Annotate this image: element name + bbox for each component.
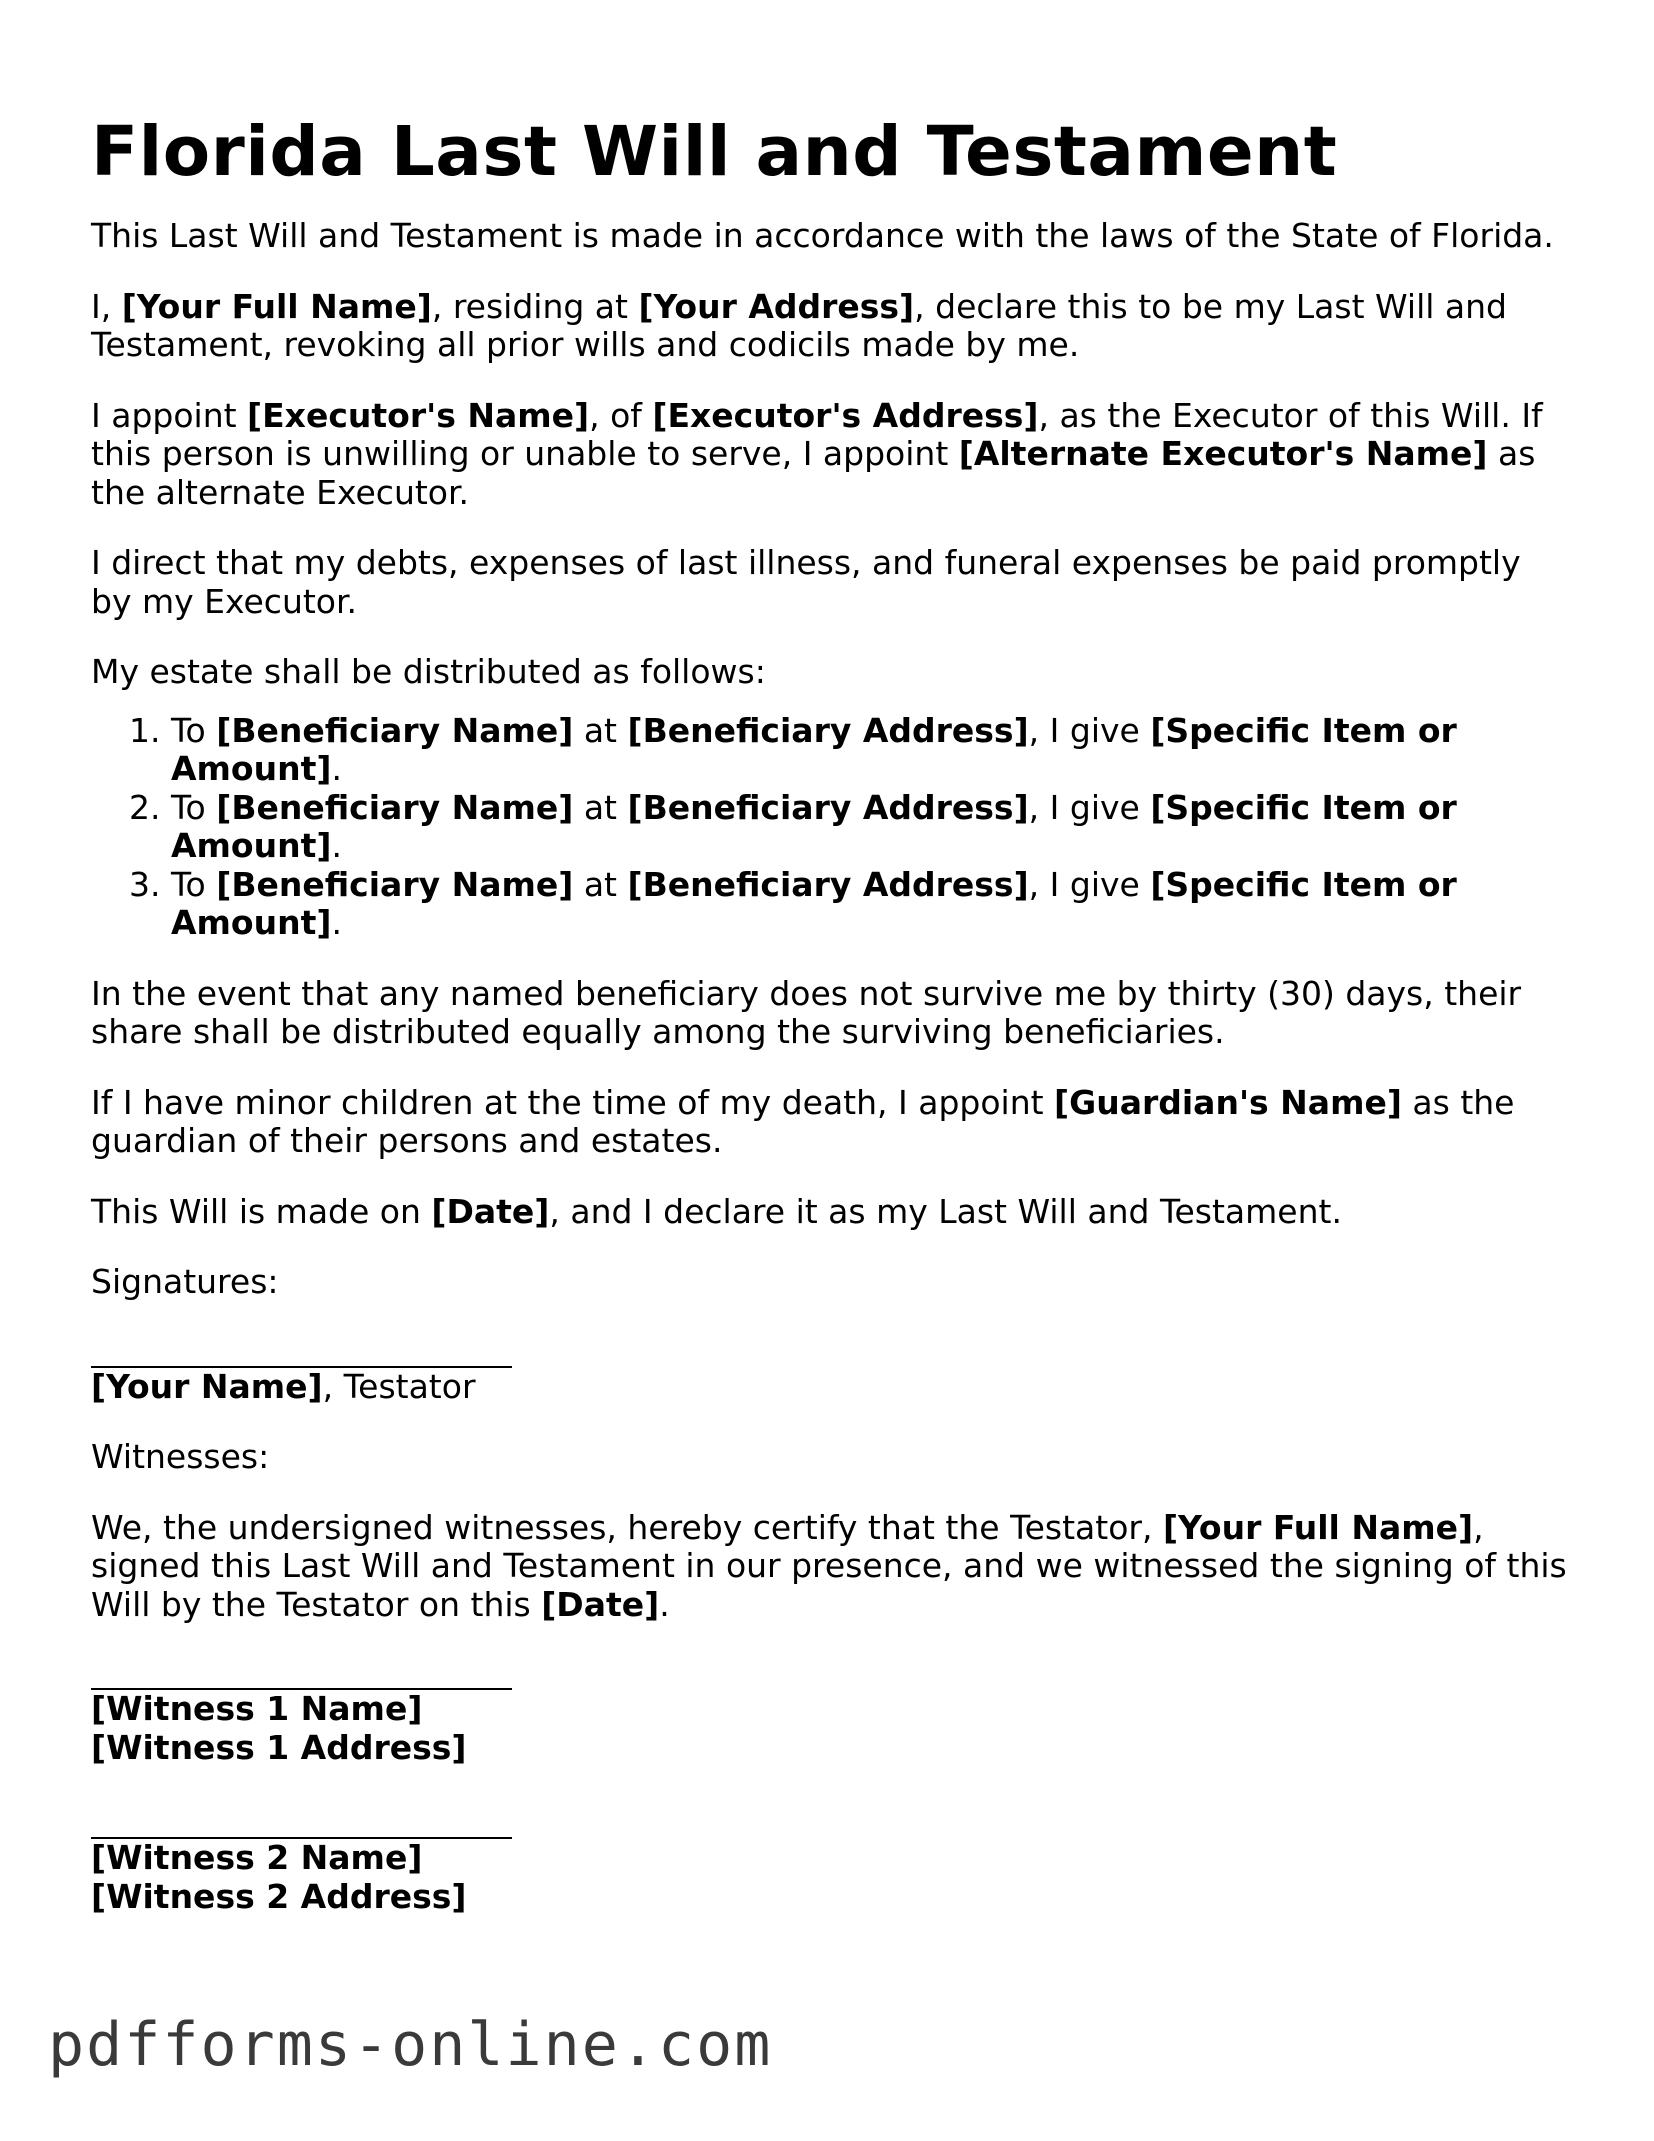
witnesses-label: Witnesses:	[91, 1437, 270, 1476]
executor-name-placeholder: [Executor's Name]	[247, 395, 590, 435]
witness-date-placeholder: [Date]	[541, 1584, 660, 1624]
witness-1-address: [Witness 1 Address]	[91, 1727, 467, 1767]
bequest-item: 3. To [Beneficiary Name] at [Beneficiary Address], I give [Specific Item or Amount].	[171, 866, 1571, 943]
bequest-item: 1. To [Beneficiary Name] at [Beneficiary Address], I give [Specific Item or Amount].	[171, 712, 1571, 789]
testator-name-placeholder: [Your Name]	[91, 1366, 323, 1406]
witness-2-name: [Witness 2 Name]	[91, 1838, 423, 1877]
testator-signature-block	[91, 1328, 1571, 1407]
signatures-label: Signatures:	[91, 1262, 279, 1301]
distribution-intro: My estate shall be distributed as follows:	[91, 652, 766, 691]
beneficiary-name-placeholder: [Beneficiary Name]	[216, 787, 574, 827]
survival-paragraph: In the event that any named beneficiary does not survive me by thirty (30) days, their share shall be distributed equally among the surviving beneficiaries.	[91, 973, 1522, 1051]
testator-signature-line[interactable]	[91, 1328, 512, 1368]
executor-paragraph: I appoint [Executor's Name], of [Executor's Address], as the Executor of this Will. If this person is unwilling or unable to serve, I appoint [Alternate Executor's Name] as the alternate Executor.	[91, 395, 1543, 512]
specific-item-placeholder: [Specific Item or Amount]	[171, 864, 1457, 942]
date-paragraph: This Will is made on [Date], and I declare it as my Last Will and Testament.	[91, 1191, 1342, 1231]
intro-paragraph: This Last Will and Testament is made in accordance with the laws of the State of Florida.	[91, 216, 1554, 255]
site-watermark: pdfforms-online.com	[48, 2010, 773, 2080]
beneficiary-address-placeholder: [Beneficiary Address]	[627, 864, 1029, 904]
witness-1-signature-block	[91, 1650, 1571, 1767]
testator-full-name-placeholder: [Your Full Name]	[121, 286, 432, 326]
witness-1-name: [Witness 1 Name]	[91, 1689, 423, 1728]
alternate-executor-placeholder: [Alternate Executor's Name]	[958, 434, 1488, 473]
bequest-item: 2. To [Beneficiary Name] at [Beneficiary Address], I give [Specific Item or Amount].	[171, 789, 1571, 866]
page-title: Florida Last Will and Testament	[91, 112, 1338, 192]
beneficiary-name-placeholder: [Beneficiary Name]	[216, 710, 574, 750]
document-body	[91, 108, 1571, 1948]
declaration-paragraph: I, [Your Full Name], residing at [Your Address], declare this to be my Last Will and Testament, revoking all prior wills and codicils made by me.	[91, 286, 1507, 364]
testator-address-placeholder: [Your Address]	[638, 286, 915, 326]
specific-item-placeholder: [Specific Item or Amount]	[171, 787, 1457, 865]
testator-full-name-placeholder: [Your Full Name]	[1162, 1507, 1474, 1547]
witness-2-address: [Witness 2 Address]	[91, 1876, 467, 1916]
beneficiary-address-placeholder: [Beneficiary Address]	[627, 710, 1029, 750]
testator-caption: [Your Name], Testator	[91, 1366, 476, 1406]
executor-address-placeholder: [Executor's Address]	[652, 395, 1039, 435]
beneficiary-address-placeholder: [Beneficiary Address]	[627, 787, 1029, 827]
guardian-name-placeholder: [Guardian's Name]	[1054, 1082, 1402, 1122]
will-date-placeholder: [Date]	[431, 1191, 550, 1231]
witness-certification-paragraph: We, the undersigned witnesses, hereby certify that the Testator, [Your Full Name], signed this Last Will and Testament in our presence, and we witnessed the signing of this Will by the Testator on this [Date].	[91, 1507, 1567, 1624]
specific-item-placeholder: [Specific Item or Amount]	[171, 710, 1457, 788]
witness-2-signature-block	[91, 1799, 1571, 1916]
witness-2-signature-line[interactable]	[91, 1799, 512, 1839]
guardian-paragraph: If I have minor children at the time of my death, I appoint [Guardian's Name] as the guardian of their persons and estates.	[91, 1082, 1515, 1160]
debts-paragraph: I direct that my debts, expenses of last illness, and funeral expenses be paid promptly by my Executor.	[91, 543, 1521, 621]
beneficiary-name-placeholder: [Beneficiary Name]	[216, 864, 574, 904]
witness-1-signature-line[interactable]	[91, 1650, 512, 1690]
bequest-list	[91, 712, 1571, 943]
